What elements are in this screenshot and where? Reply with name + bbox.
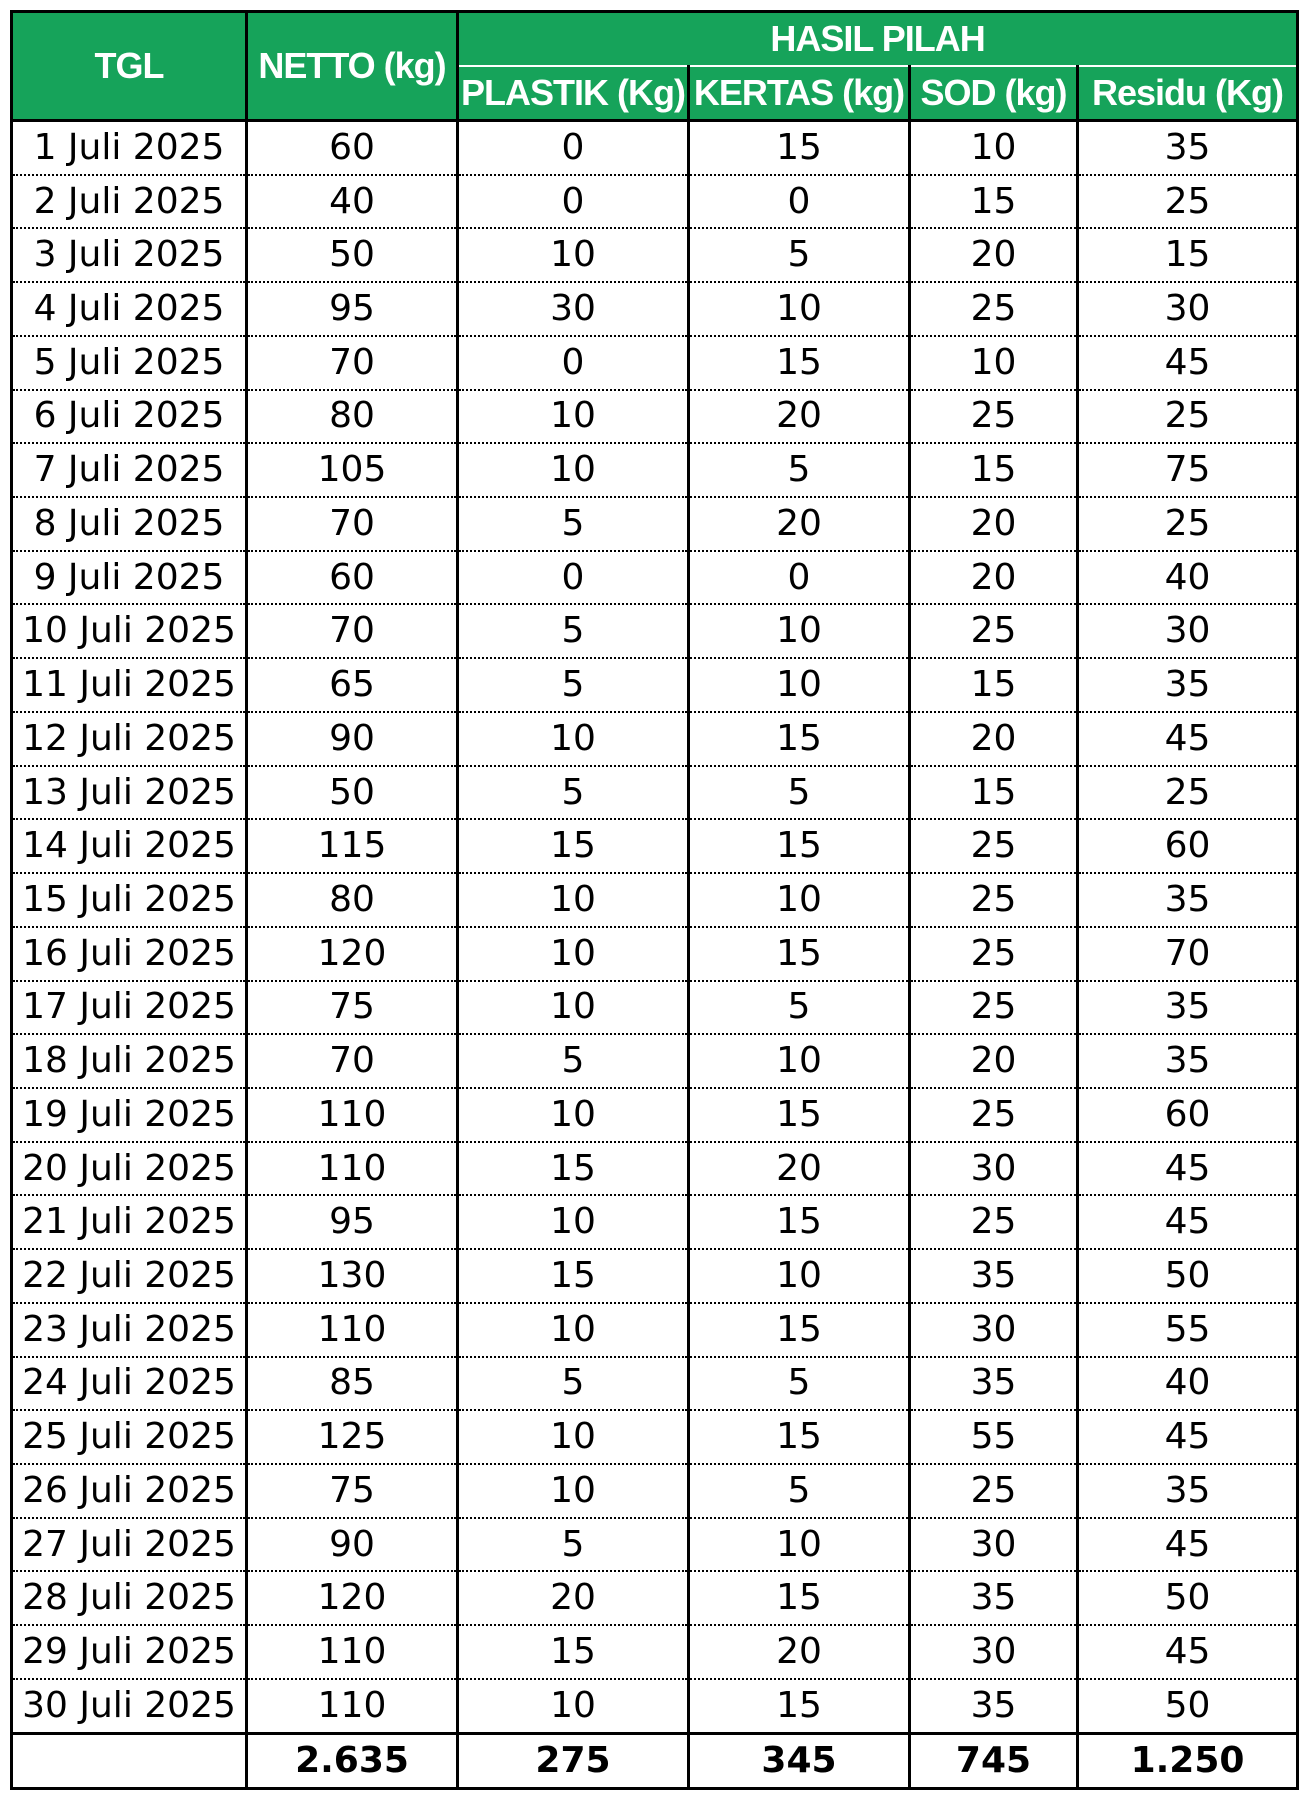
table-row xyxy=(12,121,1298,175)
cell-netto: 70 xyxy=(247,604,458,658)
cell-plastik: 10 xyxy=(458,981,689,1035)
cell-netto: 95 xyxy=(247,1195,458,1249)
table-row xyxy=(12,1249,1298,1303)
cell-kertas: 5 xyxy=(689,766,910,820)
cell-plastik: 0 xyxy=(458,175,689,229)
header-kertas: KERTAS (kg) xyxy=(689,66,910,121)
table-row xyxy=(12,981,1298,1035)
cell-kertas: 15 xyxy=(689,336,910,390)
table-row xyxy=(12,497,1298,551)
cell-sod: 25 xyxy=(910,1464,1078,1518)
cell-residu: 35 xyxy=(1078,981,1298,1035)
cell-sod: 15 xyxy=(910,443,1078,497)
cell-sod: 25 xyxy=(910,819,1078,873)
cell-kertas: 15 xyxy=(689,1303,910,1357)
cell-tgl: 29 Juli 2025 xyxy=(12,1625,247,1679)
cell-netto: 125 xyxy=(247,1410,458,1464)
cell-tgl: 6 Juli 2025 xyxy=(12,390,247,444)
cell-tgl: 16 Juli 2025 xyxy=(12,927,247,981)
table-row xyxy=(12,1195,1298,1249)
cell-plastik: 15 xyxy=(458,1625,689,1679)
table-row xyxy=(12,1571,1298,1625)
cell-tgl: 2 Juli 2025 xyxy=(12,175,247,229)
table-row xyxy=(12,927,1298,981)
cell-netto: 75 xyxy=(247,1464,458,1518)
cell-netto: 120 xyxy=(247,927,458,981)
cell-tgl: 10 Juli 2025 xyxy=(12,604,247,658)
cell-tgl: 28 Juli 2025 xyxy=(12,1571,247,1625)
table-row xyxy=(12,873,1298,927)
cell-netto: 95 xyxy=(247,282,458,336)
cell-netto: 70 xyxy=(247,336,458,390)
cell-kertas: 20 xyxy=(689,497,910,551)
cell-sod: 25 xyxy=(910,873,1078,927)
cell-residu: 35 xyxy=(1078,873,1298,927)
cell-netto: 65 xyxy=(247,658,458,712)
cell-tgl: 23 Juli 2025 xyxy=(12,1303,247,1357)
cell-netto: 90 xyxy=(247,712,458,766)
cell-residu: 35 xyxy=(1078,1034,1298,1088)
cell-kertas: 10 xyxy=(689,873,910,927)
cell-residu: 30 xyxy=(1078,282,1298,336)
cell-residu: 45 xyxy=(1078,1142,1298,1196)
cell-sod: 20 xyxy=(910,228,1078,282)
cell-kertas: 20 xyxy=(689,1625,910,1679)
table-row xyxy=(12,658,1298,712)
header-residu: Residu (Kg) xyxy=(1078,66,1298,121)
cell-residu: 70 xyxy=(1078,927,1298,981)
cell-sod: 35 xyxy=(910,1249,1078,1303)
cell-plastik: 10 xyxy=(458,873,689,927)
cell-plastik: 5 xyxy=(458,1518,689,1572)
cell-sod: 20 xyxy=(910,497,1078,551)
totals-row xyxy=(12,1734,1298,1789)
cell-residu: 35 xyxy=(1078,1464,1298,1518)
cell-plastik: 30 xyxy=(458,282,689,336)
cell-kertas: 15 xyxy=(689,712,910,766)
cell-kertas: 15 xyxy=(689,927,910,981)
table-header xyxy=(12,12,1298,121)
waste-sorting-sheet xyxy=(10,10,1296,1790)
table-footer xyxy=(12,1734,1298,1789)
total-residu: 1.250 xyxy=(1078,1734,1298,1789)
table-row xyxy=(12,336,1298,390)
cell-residu: 55 xyxy=(1078,1303,1298,1357)
cell-sod: 25 xyxy=(910,390,1078,444)
cell-residu: 25 xyxy=(1078,390,1298,444)
cell-plastik: 10 xyxy=(458,1195,689,1249)
cell-tgl: 30 Juli 2025 xyxy=(12,1679,247,1734)
cell-residu: 25 xyxy=(1078,766,1298,820)
cell-residu: 25 xyxy=(1078,497,1298,551)
cell-kertas: 10 xyxy=(689,1518,910,1572)
cell-plastik: 5 xyxy=(458,1034,689,1088)
cell-netto: 50 xyxy=(247,228,458,282)
cell-residu: 45 xyxy=(1078,1625,1298,1679)
total-plastik: 275 xyxy=(458,1734,689,1789)
cell-sod: 30 xyxy=(910,1303,1078,1357)
table-row xyxy=(12,175,1298,229)
cell-residu: 35 xyxy=(1078,658,1298,712)
total-sod: 745 xyxy=(910,1734,1078,1789)
cell-kertas: 10 xyxy=(689,604,910,658)
cell-residu: 45 xyxy=(1078,336,1298,390)
cell-residu: 15 xyxy=(1078,228,1298,282)
cell-plastik: 10 xyxy=(458,1088,689,1142)
cell-netto: 110 xyxy=(247,1303,458,1357)
table-row xyxy=(12,1142,1298,1196)
cell-residu: 25 xyxy=(1078,175,1298,229)
cell-tgl: 26 Juli 2025 xyxy=(12,1464,247,1518)
table-row xyxy=(12,1625,1298,1679)
table-row xyxy=(12,604,1298,658)
cell-plastik: 10 xyxy=(458,1410,689,1464)
cell-kertas: 5 xyxy=(689,443,910,497)
cell-netto: 130 xyxy=(247,1249,458,1303)
cell-kertas: 20 xyxy=(689,1142,910,1196)
cell-sod: 30 xyxy=(910,1518,1078,1572)
total-tgl xyxy=(12,1734,247,1789)
cell-plastik: 20 xyxy=(458,1571,689,1625)
cell-tgl: 20 Juli 2025 xyxy=(12,1142,247,1196)
cell-tgl: 25 Juli 2025 xyxy=(12,1410,247,1464)
cell-plastik: 5 xyxy=(458,766,689,820)
cell-residu: 45 xyxy=(1078,712,1298,766)
cell-kertas: 5 xyxy=(689,1357,910,1411)
cell-residu: 30 xyxy=(1078,604,1298,658)
cell-sod: 25 xyxy=(910,604,1078,658)
table-row xyxy=(12,766,1298,820)
cell-netto: 110 xyxy=(247,1088,458,1142)
cell-netto: 90 xyxy=(247,1518,458,1572)
table-body xyxy=(12,121,1298,1734)
cell-netto: 105 xyxy=(247,443,458,497)
cell-kertas: 0 xyxy=(689,551,910,605)
cell-netto: 40 xyxy=(247,175,458,229)
table-row xyxy=(12,390,1298,444)
cell-residu: 60 xyxy=(1078,819,1298,873)
table-row xyxy=(12,1410,1298,1464)
cell-sod: 20 xyxy=(910,712,1078,766)
header-plastik: PLASTIK (Kg) xyxy=(458,66,689,121)
cell-netto: 80 xyxy=(247,390,458,444)
cell-tgl: 18 Juli 2025 xyxy=(12,1034,247,1088)
cell-kertas: 15 xyxy=(689,121,910,175)
cell-sod: 25 xyxy=(910,927,1078,981)
cell-residu: 60 xyxy=(1078,1088,1298,1142)
cell-kertas: 15 xyxy=(689,819,910,873)
cell-kertas: 5 xyxy=(689,228,910,282)
cell-kertas: 0 xyxy=(689,175,910,229)
cell-plastik: 15 xyxy=(458,819,689,873)
cell-residu: 45 xyxy=(1078,1518,1298,1572)
cell-netto: 75 xyxy=(247,981,458,1035)
cell-kertas: 5 xyxy=(689,1464,910,1518)
cell-netto: 110 xyxy=(247,1679,458,1734)
cell-kertas: 15 xyxy=(689,1195,910,1249)
cell-residu: 35 xyxy=(1078,121,1298,175)
cell-tgl: 14 Juli 2025 xyxy=(12,819,247,873)
cell-netto: 70 xyxy=(247,1034,458,1088)
cell-sod: 25 xyxy=(910,1088,1078,1142)
cell-tgl: 5 Juli 2025 xyxy=(12,336,247,390)
cell-residu: 40 xyxy=(1078,1357,1298,1411)
cell-netto: 120 xyxy=(247,1571,458,1625)
cell-plastik: 10 xyxy=(458,927,689,981)
cell-sod: 15 xyxy=(910,175,1078,229)
cell-plastik: 0 xyxy=(458,551,689,605)
cell-plastik: 10 xyxy=(458,1679,689,1734)
table-row xyxy=(12,443,1298,497)
cell-netto: 60 xyxy=(247,551,458,605)
cell-plastik: 5 xyxy=(458,604,689,658)
cell-netto: 115 xyxy=(247,819,458,873)
cell-sod: 20 xyxy=(910,551,1078,605)
table-row xyxy=(12,1518,1298,1572)
cell-kertas: 15 xyxy=(689,1571,910,1625)
cell-sod: 10 xyxy=(910,336,1078,390)
cell-plastik: 5 xyxy=(458,1357,689,1411)
cell-plastik: 15 xyxy=(458,1249,689,1303)
cell-kertas: 15 xyxy=(689,1088,910,1142)
cell-tgl: 12 Juli 2025 xyxy=(12,712,247,766)
table-row xyxy=(12,1679,1298,1734)
cell-netto: 80 xyxy=(247,873,458,927)
cell-tgl: 27 Juli 2025 xyxy=(12,1518,247,1572)
cell-tgl: 8 Juli 2025 xyxy=(12,497,247,551)
cell-kertas: 15 xyxy=(689,1410,910,1464)
cell-tgl: 1 Juli 2025 xyxy=(12,121,247,175)
table-row xyxy=(12,1303,1298,1357)
cell-netto: 85 xyxy=(247,1357,458,1411)
cell-plastik: 0 xyxy=(458,336,689,390)
table-row xyxy=(12,228,1298,282)
cell-plastik: 10 xyxy=(458,443,689,497)
cell-tgl: 9 Juli 2025 xyxy=(12,551,247,605)
cell-plastik: 10 xyxy=(458,712,689,766)
cell-residu: 75 xyxy=(1078,443,1298,497)
cell-sod: 25 xyxy=(910,282,1078,336)
header-hasil-pilah: HASIL PILAH xyxy=(458,12,1298,67)
cell-netto: 50 xyxy=(247,766,458,820)
cell-plastik: 15 xyxy=(458,1142,689,1196)
waste-table xyxy=(10,10,1299,1790)
cell-sod: 25 xyxy=(910,1195,1078,1249)
table-row xyxy=(12,282,1298,336)
table-row xyxy=(12,712,1298,766)
cell-sod: 30 xyxy=(910,1625,1078,1679)
cell-kertas: 20 xyxy=(689,390,910,444)
header-netto: NETTO (kg) xyxy=(247,12,458,121)
table-row xyxy=(12,819,1298,873)
cell-kertas: 10 xyxy=(689,1034,910,1088)
table-row xyxy=(12,551,1298,605)
cell-tgl: 4 Juli 2025 xyxy=(12,282,247,336)
total-kertas: 345 xyxy=(689,1734,910,1789)
cell-plastik: 10 xyxy=(458,390,689,444)
table-row xyxy=(12,1464,1298,1518)
cell-sod: 15 xyxy=(910,658,1078,712)
cell-sod: 15 xyxy=(910,766,1078,820)
cell-kertas: 15 xyxy=(689,1679,910,1734)
cell-tgl: 22 Juli 2025 xyxy=(12,1249,247,1303)
cell-residu: 50 xyxy=(1078,1571,1298,1625)
header-tgl: TGL xyxy=(12,12,247,121)
cell-sod: 10 xyxy=(910,121,1078,175)
cell-plastik: 10 xyxy=(458,1303,689,1357)
cell-netto: 70 xyxy=(247,497,458,551)
cell-plastik: 0 xyxy=(458,121,689,175)
cell-tgl: 3 Juli 2025 xyxy=(12,228,247,282)
cell-plastik: 10 xyxy=(458,1464,689,1518)
cell-netto: 110 xyxy=(247,1142,458,1196)
cell-kertas: 10 xyxy=(689,1249,910,1303)
cell-netto: 60 xyxy=(247,121,458,175)
cell-tgl: 15 Juli 2025 xyxy=(12,873,247,927)
cell-netto: 110 xyxy=(247,1625,458,1679)
cell-plastik: 5 xyxy=(458,658,689,712)
cell-tgl: 11 Juli 2025 xyxy=(12,658,247,712)
cell-sod: 35 xyxy=(910,1571,1078,1625)
table-row xyxy=(12,1088,1298,1142)
table-row xyxy=(12,1357,1298,1411)
cell-sod: 30 xyxy=(910,1142,1078,1196)
cell-kertas: 10 xyxy=(689,282,910,336)
total-netto: 2.635 xyxy=(247,1734,458,1789)
cell-sod: 35 xyxy=(910,1679,1078,1734)
cell-plastik: 5 xyxy=(458,497,689,551)
cell-sod: 20 xyxy=(910,1034,1078,1088)
cell-sod: 35 xyxy=(910,1357,1078,1411)
cell-kertas: 10 xyxy=(689,658,910,712)
cell-tgl: 7 Juli 2025 xyxy=(12,443,247,497)
cell-sod: 25 xyxy=(910,981,1078,1035)
header-sod: SOD (kg) xyxy=(910,66,1078,121)
cell-tgl: 19 Juli 2025 xyxy=(12,1088,247,1142)
cell-tgl: 13 Juli 2025 xyxy=(12,766,247,820)
cell-residu: 40 xyxy=(1078,551,1298,605)
cell-kertas: 5 xyxy=(689,981,910,1035)
cell-tgl: 17 Juli 2025 xyxy=(12,981,247,1035)
cell-residu: 45 xyxy=(1078,1410,1298,1464)
cell-residu: 50 xyxy=(1078,1679,1298,1734)
cell-plastik: 10 xyxy=(458,228,689,282)
cell-residu: 50 xyxy=(1078,1249,1298,1303)
cell-residu: 45 xyxy=(1078,1195,1298,1249)
table-row xyxy=(12,1034,1298,1088)
cell-tgl: 21 Juli 2025 xyxy=(12,1195,247,1249)
cell-tgl: 24 Juli 2025 xyxy=(12,1357,247,1411)
cell-sod: 55 xyxy=(910,1410,1078,1464)
